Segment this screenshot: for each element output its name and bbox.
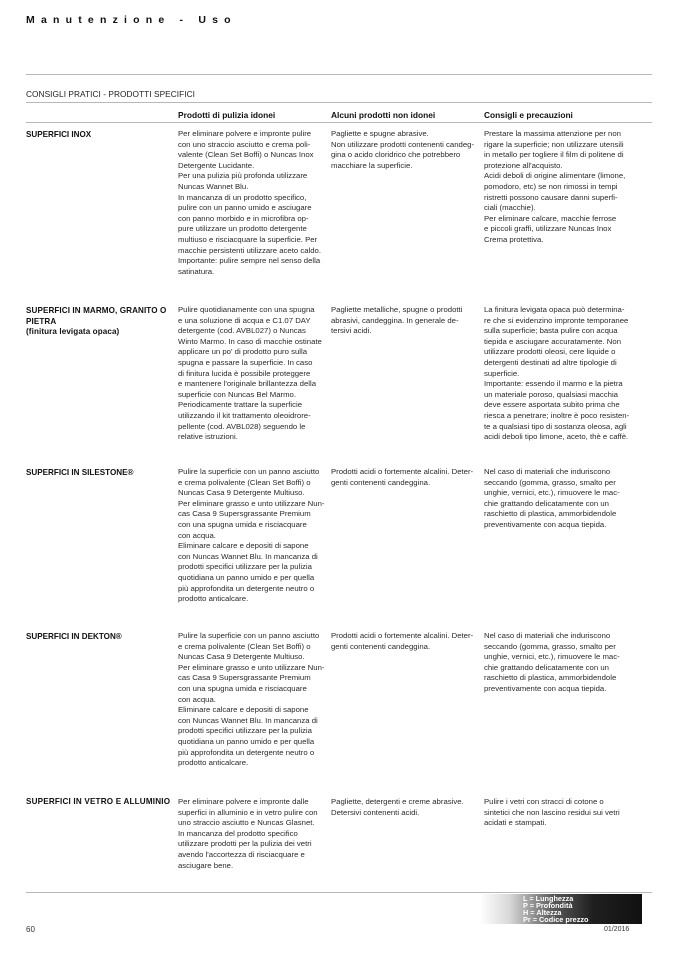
row-title: SUPERFICI IN VETRO E ALLUMINIO bbox=[26, 797, 171, 806]
row-title: SUPERFICI IN MARMO, GRANITO O PIETRA bbox=[26, 306, 167, 326]
row-label-silestone bbox=[26, 468, 174, 479]
cell-consigli-vetro: Pulire i vetri con stracci di cotone o sintetici che non lascino residui sui vetri acidati e stampati. bbox=[484, 797, 620, 828]
row-sublabel: (finitura levigata opaca) bbox=[26, 327, 120, 337]
column-header-divider bbox=[26, 122, 652, 123]
row-label-marmo bbox=[26, 306, 174, 338]
column-header-idonei: Prodotti di pulizia idonei bbox=[178, 110, 276, 120]
cell-non-idonei-dekton: Prodotti acidi o fortemente alcalini. Deter- genti contenenti candeggina. bbox=[331, 631, 474, 651]
cell-consigli-inox: Prestare la massima attenzione per non rigare la superficie; non utilizzare utensili in metallo per togliere il film di politene di protezione all'acquisto. Acidi deboli di origine alimentare (limone, pomodoro, etc) se non rimossi in tempi ristretti possono causare danni superfi- ciali (macchie). Per eliminare calcare, macchie ferrose e piccoli graffi, utilizzare Nuncas Inox Crema protettiva. bbox=[484, 129, 626, 244]
cell-idonei-vetro: Per eliminare polvere e impronte dalle superfici in alluminio e in vetro pulire con uno straccio asciutto e Nuncas Glasnet. In mancanza del prodotto specifico utilizzare prodotti per la pulizia dei vetri avendo l'accortezza di risciacquare e asciugare bene. bbox=[178, 797, 318, 870]
legend-item: Pr = Codice prezzo bbox=[523, 914, 589, 924]
cell-non-idonei-silestone: Prodotti acidi o fortemente alcalini. Deter- genti contenenti candeggina. bbox=[331, 467, 474, 487]
cell-consigli-marmo: La finitura levigata opaca può determina- re che si evidenzino impronte temporanee sulla superficie; basta pulire con acqua tiepida e asciugare accuratamente. Non utilizzare prodotti oleosi, cere liquide o detergenti destinati ad altre tipologie di superficie. Importante: essendo il marmo e la pietra un materiale poroso, qualsiasi macchia deve essere asportata subito prima che riesca a penetrare; inoltre è poco resisten- te a qualsiasi tipo di sostanza oleosa, agli acidi deboli tipo limone, aceto, thè e caffè. bbox=[484, 305, 630, 442]
cell-consigli-silestone: Nel caso di materiali che induriscono seccando (gomma, grasso, smalto per unghie, vernici, etc.), rimuovere le mac- chie grattando delicatamente con un raschietto di plastica, ammorbidendole preventivamente con acqua tiepida. bbox=[484, 467, 620, 529]
legend-item: H = Altezza bbox=[523, 907, 562, 917]
revision-date: 01/2016 bbox=[604, 926, 630, 933]
cell-consigli-dekton: Nel caso di materiali che induriscono seccando (gomma, grasso, smalto per unghie, vernici, etc.), rimuovere le mac- chie grattando delicatamente con un raschietto di plastica, ammorbidendole preventivamente con acqua tiepida. bbox=[484, 631, 620, 693]
column-header-non-idonei: Alcuni prodotti non idonei bbox=[331, 110, 436, 120]
cell-idonei-marmo: Pulire quotidianamente con una spugna e una soluzione di acqua e C1.07 DAY detergente (cod. AVBL027) o Nuncas Winto Marmo. In caso di macchie ostinate applicare un po' di prodotto puro sulla spugna e passare la superficie. In caso di finitura lucida è possibile proteggere e mantenere l'originale brillantezza della superficie con Nuncas Bel Marmo. Periodicamente trattare la superficie utilizzando il kit trattamento oleoidrore- pellente (cod. AVBL028) seguendo le relative istruzioni. bbox=[178, 305, 322, 442]
section-subtitle: CONSIGLI PRATICI - PRODOTTI SPECIFICI bbox=[26, 89, 196, 99]
page-header-title: Manutenzione - Uso bbox=[26, 14, 237, 26]
cell-non-idonei-marmo: Pagliette metalliche, spugne o prodotti abrasivi, candeggina. In generale de- tersivi acidi. bbox=[331, 305, 463, 336]
cell-non-idonei-inox: Pagliette e spugne abrasive. Non utilizzare prodotti contenenti candeg- gina o acido cloridrico che potrebbero macchiare la superficie. bbox=[331, 129, 475, 170]
header-divider bbox=[26, 74, 652, 75]
cell-idonei-dekton: Pulire la superficie con un panno asciutto e crema polivalente (Clean Set Boffi) o Nuncas Casa 9 Detergente Multiuso. Per eliminare grasso e unto utilizzare Nun- cas Casa 9 Supersgrassante Premium con una spugna umida e risciacquare con acqua. Eliminare calcare e depositi di sapone con Nuncas Wannet Blu. In mancanza di prodotti specifici utilizzare per la pulizia quotidiana un panno umido e per quella più approfondita un detergente neutro o prodotto anticalcare. bbox=[178, 631, 325, 768]
row-title: SUPERFICI INOX bbox=[26, 130, 92, 139]
cell-non-idonei-vetro: Pagliette, detergenti e creme abrasive. Detersivi contenenti acidi. bbox=[331, 797, 464, 817]
cell-idonei-inox: Per eliminare polvere e impronte pulire con uno straccio asciutto e crema poli- valente (Clean Set Boffi) o Nuncas Inox Detergente Lucidante. Per una pulizia più profonda utilizzare Nuncas Wannet Blu. In mancanza di un prodotto specifico, pulire con un panno umido e asciugare con panno morbido e in microfibra op- pure utilizzare un prodotto detergente multiuso e risciacquare la superficie. Per macchie persistenti utilizzare aceto caldo. Importante: pulire sempre nel senso della satinatura. bbox=[178, 129, 322, 276]
column-header-consigli: Consigli e precauzioni bbox=[484, 110, 573, 120]
row-label-inox bbox=[26, 130, 174, 141]
footer-divider bbox=[26, 892, 652, 893]
cell-idonei-silestone: Pulire la superficie con un panno asciutto e crema polivalente (Clean Set Boffi) o Nuncas Casa 9 Detergente Multiuso. Per eliminare grasso e unto utilizzare Nun- cas Casa 9 Supersgrassante Premium con una spugna umida e risciacquare con acqua. Eliminare calcare e depositi di sapone con Nuncas Wannet Blu. In mancanza di prodotti specifici utilizzare per la pulizia quotidiana un panno umido e per quella più approfondita un detergente neutro o prodotto anticalcare. bbox=[178, 467, 325, 604]
legend-list bbox=[523, 896, 589, 924]
row-title: SUPERFICI IN SILESTONE® bbox=[26, 468, 134, 477]
row-label-dekton bbox=[26, 632, 174, 643]
legend-item: L = Lunghezza bbox=[523, 894, 574, 903]
legend-item: P = Profondità bbox=[523, 900, 573, 910]
row-title: SUPERFICI IN DEKTON® bbox=[26, 632, 122, 641]
row-label-vetro bbox=[26, 797, 172, 808]
table-top-divider bbox=[26, 102, 652, 103]
page-number: 60 bbox=[26, 925, 35, 934]
